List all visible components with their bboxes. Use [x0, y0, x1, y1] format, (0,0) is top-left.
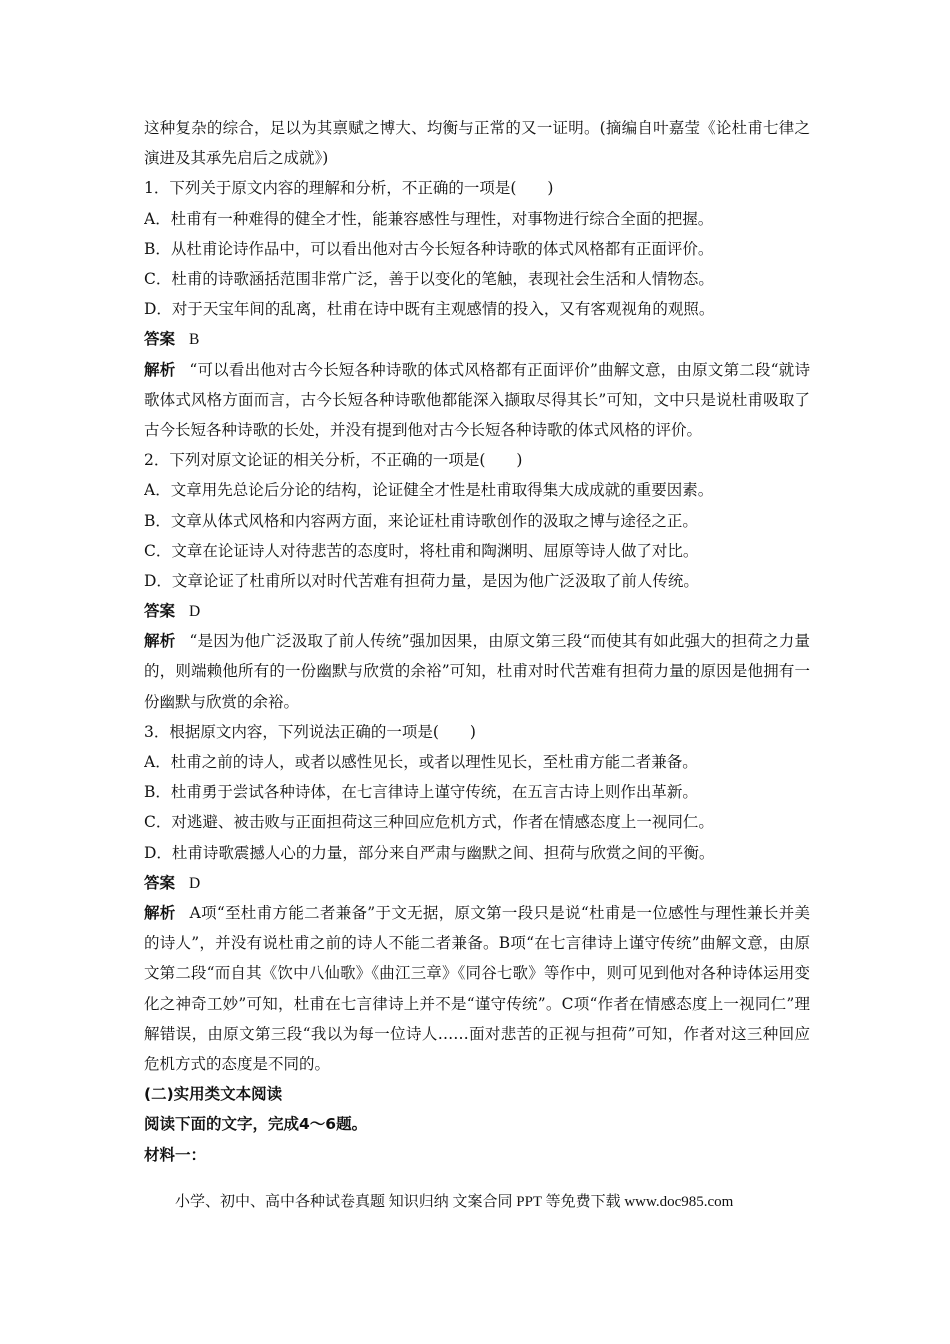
analysis-text: “是因为他广泛汲取了前人传统”强加因果，由原文第三段“而使其有如此强大的担荷之力量的，则端赖他所有的一份幽默与欣赏的余裕”可知，杜甫对时代苦难有担荷力量的原因是他拥有一份幽默与欣赏的余裕。 — [144, 632, 810, 711]
answer-line — [144, 868, 810, 898]
answer-line — [144, 596, 810, 626]
option-a: A．杜甫之前的诗人，或者以感性见长，或者以理性见长，至杜甫方能二者兼备。 — [144, 753, 698, 772]
question-block — [144, 445, 810, 717]
section-title: (二)实用类文本阅读 — [144, 1085, 283, 1104]
option-d: D．对于天宝年间的乱离，杜甫在诗中既有主观感情的投入，又有客观视角的观照。 — [144, 300, 715, 319]
question-block — [144, 717, 810, 1079]
option-a: A．杜甫有一种难得的健全才性，能兼容感性与理性，对事物进行综合全面的把握。 — [144, 209, 714, 228]
analysis-text: “可以看出他对古今长短各种诗歌的体式风格都有正面评价”曲解文意，由原文第二段“就诗歌体式风格方面而言，古今长短各种诗歌他都能深入撷取尽得其长”可知，文中只是说杜甫吸取了古今长短各种诗歌的长处，并没有提到他对古今长短各种诗歌的体式风格的评价。 — [144, 360, 810, 439]
option-b: B．杜甫勇于尝试各种诗体，在七言律诗上谨守传统，在五言古诗上则作出革新。 — [144, 783, 698, 802]
section-instruction: 阅读下面的文字，完成4～6题。 — [144, 1115, 368, 1134]
option-c: C．杜甫的诗歌涵括范围非常广泛，善于以变化的笔触，表现社会生活和人情物态。 — [144, 269, 714, 288]
question-block — [144, 173, 810, 445]
option-c: C．对逃避、被击败与正面担荷这三种回应危机方式，作者在情感态度上一视同仁。 — [144, 813, 714, 832]
question-stem: 2．下列对原文论证的相关分析，不正确的一项是( ) — [144, 451, 523, 470]
material-label: 材料一： — [144, 1145, 207, 1164]
answer-line — [144, 324, 810, 354]
option-b: B．从杜甫论诗作品中，可以看出他对古今长短各种诗歌的体式风格都有正面评价。 — [144, 239, 714, 258]
analysis-paragraph — [144, 626, 810, 717]
analysis-label: 解析 — [144, 632, 176, 651]
answer-label: 答案 — [144, 330, 176, 349]
option-a: A．文章用先总论后分论的结构，论证健全才性是杜甫取得集大成成就的重要因素。 — [144, 481, 714, 500]
option-b: B．文章从体式风格和内容两方面，来论证杜甫诗歌创作的汲取之博与途径之正。 — [144, 511, 698, 530]
option-d: D．文章论证了杜甫所以对时代苦难有担荷力量，是因为他广泛汲取了前人传统。 — [144, 571, 699, 590]
answer-value: D — [189, 603, 201, 621]
answer-label: 答案 — [144, 873, 176, 892]
option-c: C．文章在论证诗人对待悲苦的态度时，将杜甫和陶渊明、屈原等诗人做了对比。 — [144, 541, 699, 560]
analysis-label: 解析 — [144, 360, 176, 379]
intro-paragraph: 这种复杂的综合，足以为其禀赋之博大、均衡与正常的又一证明。(摘编自叶嘉莹《论杜甫七律之演进及其承先启后之成就》) — [144, 119, 810, 168]
analysis-label: 解析 — [144, 904, 176, 922]
page-footer: 小学、初中、高中各种试卷真题 知识归纳 文案合同 PPT 等免费下载 www.doc985.com — [175, 1194, 734, 1210]
option-d: D．杜甫诗歌震撼人心的力量，部分来自严肃与幽默之间、担荷与欣赏之间的平衡。 — [144, 843, 715, 862]
question-stem: 1．下列关于原文内容的理解和分析，不正确的一项是( ) — [144, 179, 554, 198]
document-body — [144, 113, 810, 1170]
analysis-paragraph — [144, 355, 810, 446]
answer-label: 答案 — [144, 602, 176, 621]
answer-value: B — [189, 331, 200, 349]
analysis-paragraph — [144, 898, 810, 1079]
question-stem: 3．根据原文内容，下列说法正确的一项是( ) — [144, 722, 476, 741]
answer-value: D — [189, 874, 201, 892]
analysis-text: A项“至杜甫方能二者兼备”于文无据，原文第一段只是说“杜甫是一位感性与理性兼长并美的诗人”，并没有说杜甫之前的诗人不能二者兼备。B项“在七言律诗上谨守传统”曲解文意，由原文第二段“而自其《饮中八仙歌》《曲江三章》《同谷七歌》等作中，则可见到他对各种诗体运用变化之神奇工妙”可知，杜甫在七言律诗上并不是“谨守传统”。C项“作者在情感态度上一视同仁”理解错误，由原文第三段“我以为每一位诗人……面对悲苦的正视与担荷”可知，作者对这三种回应危机方式的态度是不同的。 — [144, 904, 810, 1074]
